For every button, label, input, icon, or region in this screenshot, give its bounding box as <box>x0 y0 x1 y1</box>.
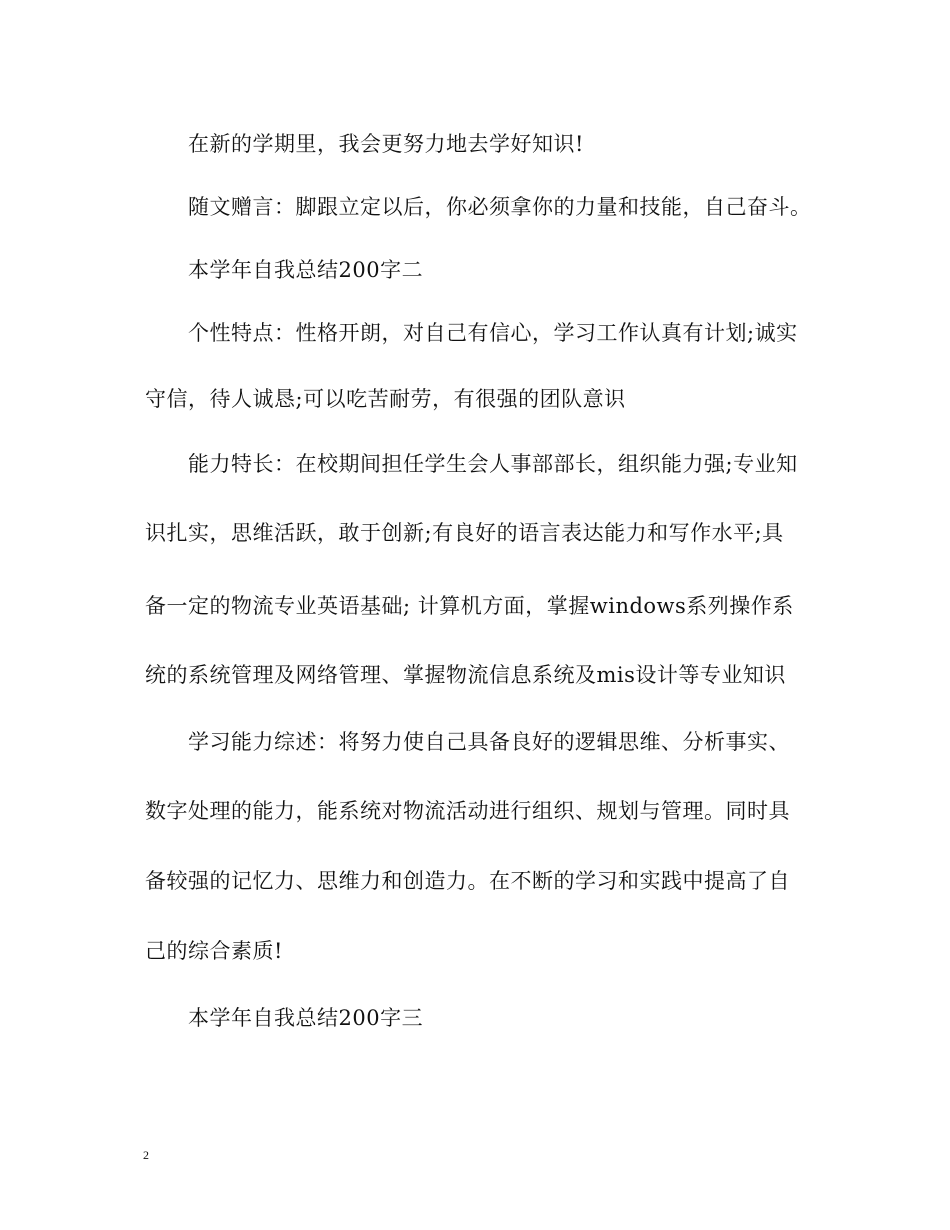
paragraph-line: 学习能力综述：将努力使自己具备良好的逻辑思维、分析事实、 <box>188 730 790 754</box>
paragraph-line: 个性特点：性格开朗，对自己有信心，学习工作认真有计划;诚实 <box>188 321 798 345</box>
paragraph-line: 随文赠言：脚跟立定以后，你必须拿你的力量和技能，自己奋斗。 <box>188 195 812 219</box>
paragraph-line: 统的系统管理及网络管理、掌握物流信息系统及mis设计等专业知识 <box>145 663 786 687</box>
paragraph-line: 识扎实，思维活跃，敢于创新;有良好的语言表达能力和写作水平;具 <box>145 521 784 545</box>
paragraph-line: 数字处理的能力，能系统对物流活动进行组织、规划与管理。同时具 <box>145 799 790 823</box>
paragraph-line: 在新的学期里，我会更努力地去学好知识! <box>188 132 584 156</box>
section-heading: 本学年自我总结200字三 <box>188 1006 424 1030</box>
paragraph-line: 己的综合素质! <box>145 939 283 963</box>
page-number: 2 <box>143 1148 149 1162</box>
paragraph-line: 备较强的记忆力、思维力和创造力。在不断的学习和实践中提高了自 <box>145 869 790 893</box>
paragraph-line: 能力特长：在校期间担任学生会人事部部长，组织能力强;专业知 <box>188 452 798 476</box>
paragraph-line: 守信，待人诚恳;可以吃苦耐劳，有很强的团队意识 <box>145 387 626 411</box>
section-heading: 本学年自我总结200字二 <box>188 258 424 282</box>
paragraph-line: 备一定的物流专业英语基础; 计算机方面，掌握windows系列操作系 <box>145 594 794 618</box>
